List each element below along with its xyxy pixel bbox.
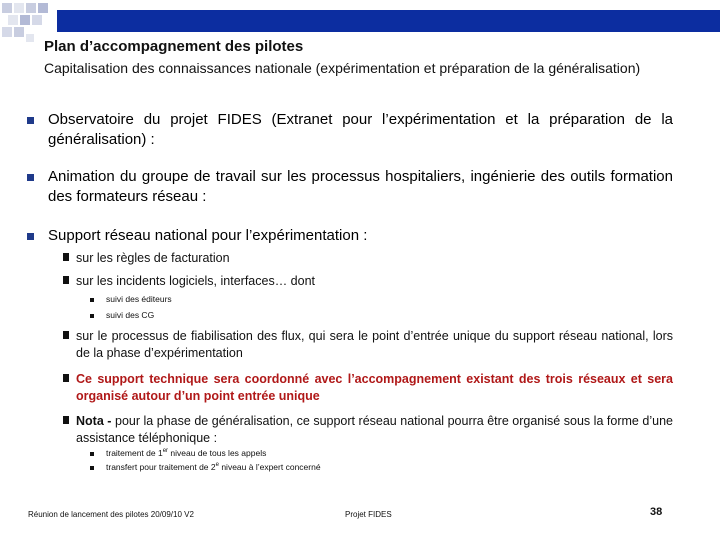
bullet-animation: Animation du groupe de travail sur les processus hospitaliers, ingénierie des outils formation des formateurs réseau : xyxy=(48,168,673,205)
sub-bullet-icon xyxy=(63,331,69,339)
slide-title: Plan d’accompagnement des pilotes xyxy=(44,38,304,55)
footer-center: Projet FIDES xyxy=(345,510,392,519)
bullet-square-icon xyxy=(27,117,34,124)
bullet-support: Support réseau national pour l’expérimentation : xyxy=(48,227,368,244)
footer-left: Réunion de lancement des pilotes 20/09/10 V2 xyxy=(28,510,194,519)
sub-sub-item-niveau2 xyxy=(106,461,321,473)
sub-sub-bullet-icon xyxy=(90,452,94,456)
sub-bullet-icon xyxy=(63,416,69,424)
niveau1-sup: er xyxy=(162,448,169,455)
niveau2-text-b: niveau à l’expert concerné xyxy=(218,462,321,472)
sub-bullet-icon xyxy=(63,253,69,261)
header-bar xyxy=(57,10,720,32)
bullet-square-icon xyxy=(27,233,34,240)
niveau1-text-b: niveau de tous les appels xyxy=(168,448,267,458)
sub-item-coordination: Ce support technique sera coordonné avec l’accompagnement existant des trois réseaux et sera organisé autour d’un point entrée unique xyxy=(76,372,673,403)
slide-subtitle: Capitalisation des connaissances nationale (expérimentation et préparation de la généralisation) xyxy=(44,60,641,76)
bullet-square-icon xyxy=(27,174,34,181)
sub-sub-bullet-icon xyxy=(90,466,94,470)
sub-sub-item-editeurs: suivi des éditeurs xyxy=(106,294,172,304)
sub-bullet-icon xyxy=(63,276,69,284)
sub-sub-item-niveau1 xyxy=(106,447,266,459)
sub-item-incidents: sur les incidents logiciels, interfaces… dont xyxy=(76,274,316,288)
sub-item-nota xyxy=(76,413,673,447)
sub-item-facturation: sur les règles de facturation xyxy=(76,251,230,265)
sub-sub-bullet-icon xyxy=(90,314,94,318)
niveau2-sup: e xyxy=(215,462,219,469)
sub-sub-bullet-icon xyxy=(90,298,94,302)
niveau1-text-a: traitement de 1 xyxy=(106,448,163,458)
sub-sub-item-cg: suivi des CG xyxy=(106,310,155,320)
nota-text: pour la phase de généralisation, ce support réseau national pourra être organisé sous la forme d’une assistance téléphonique : xyxy=(76,414,673,445)
page-number: 38 xyxy=(650,506,663,518)
sub-bullet-icon xyxy=(63,374,69,382)
niveau2-text-a: transfert pour traitement de 2 xyxy=(106,462,216,472)
bullet-observatoire: Observatoire du projet FIDES (Extranet pour l’expérimentation et la préparation de la généralisation) : xyxy=(48,111,673,148)
nota-label: Nota - xyxy=(76,414,112,428)
sub-item-fiabilisation: sur le processus de fiabilisation des flux, qui sera le point d’entrée unique du support réseau national, lors de la phase d’expérimentation xyxy=(76,329,673,360)
